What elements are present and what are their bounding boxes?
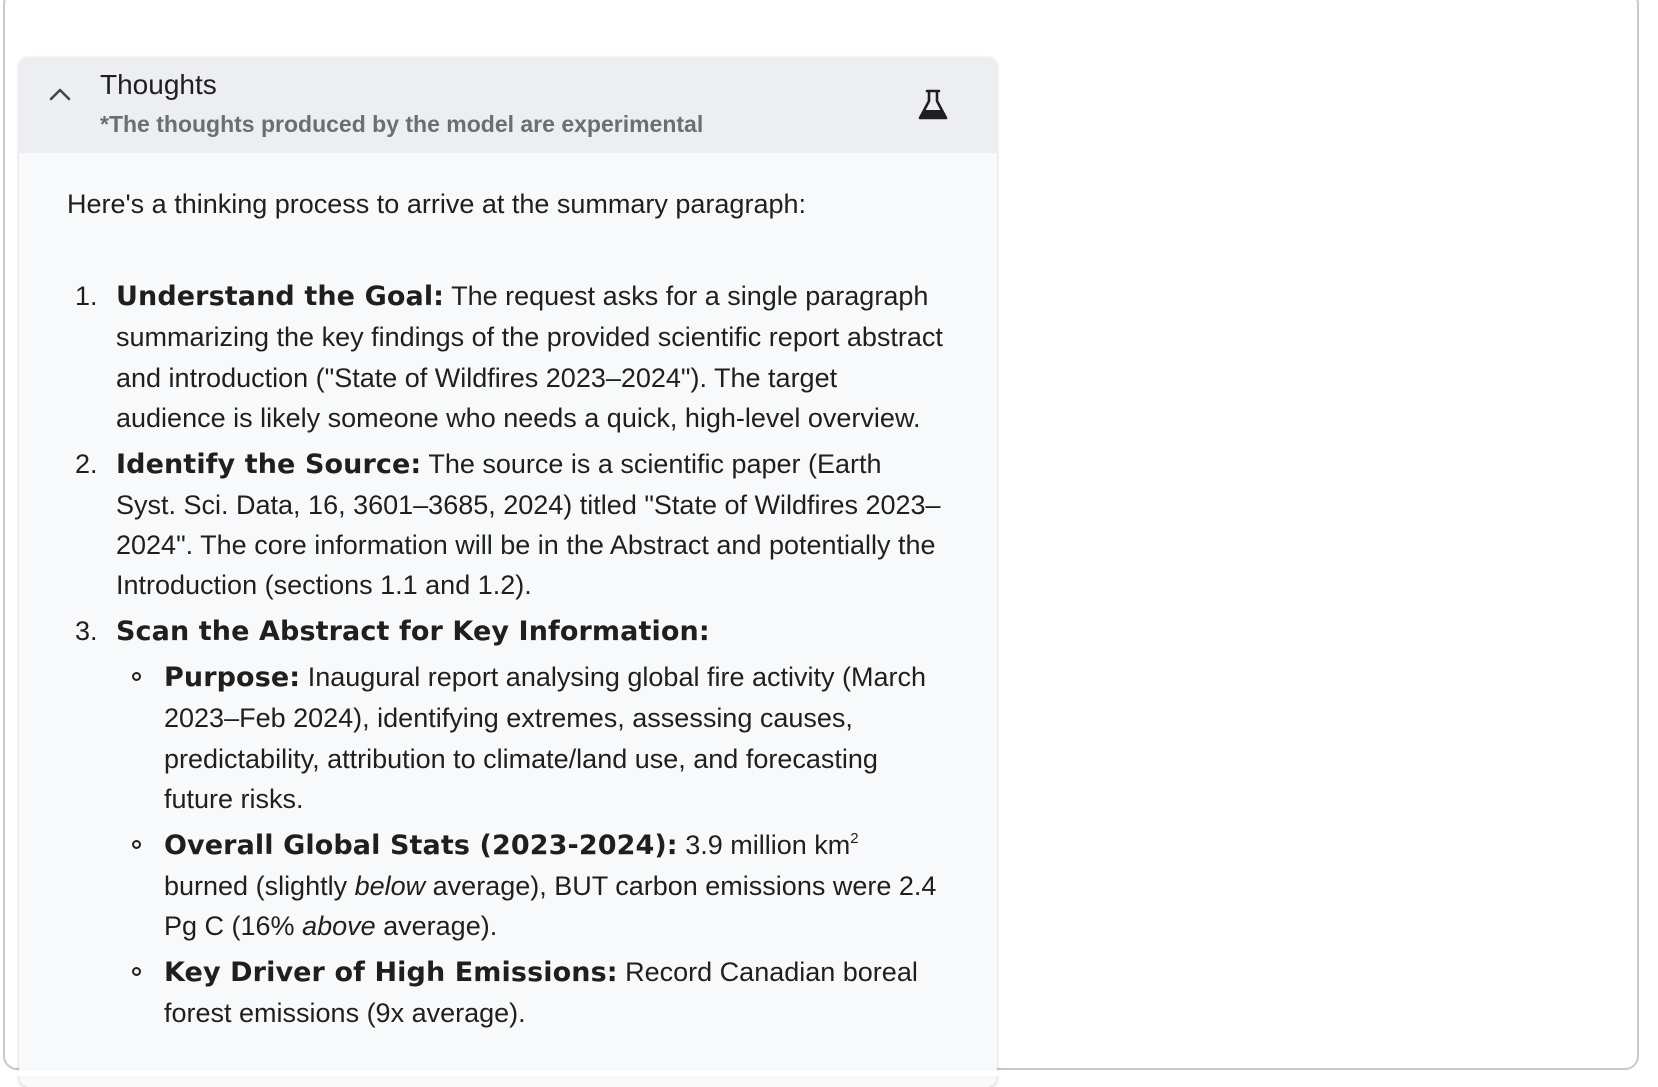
sub-text: burned (slightly	[164, 870, 355, 901]
step-text: The request asks for a single paragraph summarizing the key findings of the provided scientific report abstract and introduction ("State of Wildfires 2023–2024"). The target audience is likely someone who needs a quick, high-level overview.	[116, 281, 943, 433]
sub-text: average), BUT carbon emissions were 2.4 Pg C (16%	[164, 870, 937, 942]
thoughts-panel	[19, 57, 997, 1087]
thoughts-header[interactable]	[19, 57, 997, 153]
sub-text: Inaugural report analysing global fire activity (March 2023–Feb 2024), identifying extremes, assessing causes, predictability, attribution to climate/land use, and forecasting future risks.	[164, 662, 926, 814]
sub-item	[164, 825, 949, 947]
sub-item	[164, 657, 949, 819]
sub-text: 3.9 million km	[677, 829, 851, 860]
flask-icon	[915, 87, 951, 123]
sub-text: Record Canadian boreal forest emissions (9x average).	[164, 956, 918, 1029]
superscript: 2	[850, 829, 859, 847]
sub-label: Purpose:	[164, 662, 301, 694]
sub-label: Key Driver of High Emissions:	[164, 956, 618, 988]
sub-list	[116, 657, 949, 1033]
sub-label: Overall Global Stats (2023-2024):	[164, 829, 678, 861]
thoughts-subtitle: *The thoughts produced by the model are experimental	[100, 111, 704, 137]
sub-text: average).	[375, 911, 498, 942]
sub-item	[164, 952, 949, 1033]
viewport-cut	[0, 1071, 1658, 1076]
emphasis: above	[302, 911, 376, 942]
step-text: The source is a scientific paper (Earth Syst. Sci. Data, 16, 3601–3685, 2024) titled "State of Wildfires 2023–2024". The core information will be in the Abstract and potentially the Introduction (sections 1.1 and 1.2).	[116, 448, 941, 601]
step-label: Understand the Goal:	[116, 281, 445, 313]
step-label: Scan the Abstract for Key Information:	[116, 616, 710, 648]
step-item	[116, 611, 949, 1033]
intro-text: Here's a thinking process to arrive at the summary paragraph:	[67, 189, 806, 219]
thoughts-body	[19, 153, 997, 1033]
thoughts-title: Thoughts	[100, 69, 217, 100]
emphasis: below	[354, 870, 426, 901]
step-item	[116, 444, 949, 606]
step-label: Identify the Source:	[116, 448, 422, 480]
chevron-up-icon[interactable]	[46, 81, 74, 109]
step-item	[116, 276, 949, 438]
steps-list	[67, 276, 949, 1033]
